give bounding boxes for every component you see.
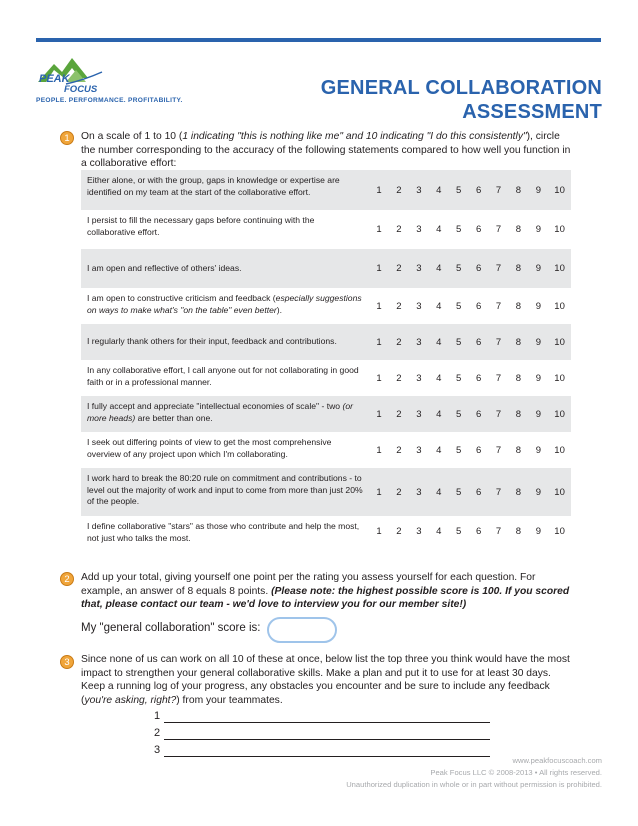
rating-option[interactable]: 1: [376, 408, 382, 420]
section-2-text: Add up your total, giving yourself one point per the rating you assess yourself for each question. For example, an answer of 8 equals 8 points.: [81, 572, 536, 597]
rating-option[interactable]: 4: [436, 263, 442, 274]
statement-text-main: I am open to constructive criticism and feedback (: [87, 293, 276, 303]
rating-option[interactable]: 7: [495, 486, 502, 498]
rating-option[interactable]: 10: [554, 525, 565, 537]
statement-text-main: In any collaborative effort, I call anyone out for not collaborating in good faith or in a professional manner.: [87, 365, 359, 387]
rating-option[interactable]: 7: [495, 408, 502, 420]
logo-word-focus: FOCUS: [64, 84, 98, 95]
rating-option[interactable]: 2: [396, 525, 402, 537]
statement-text-main: I regularly thank others for their input, feedback and contributions.: [87, 336, 337, 347]
rating-option[interactable]: 10: [554, 408, 565, 420]
action-line-2[interactable]: [154, 727, 494, 741]
rating-scale: [375, 324, 565, 360]
rating-scale: [375, 170, 565, 210]
rating-option[interactable]: 4: [436, 184, 442, 196]
top-rule: [36, 38, 601, 42]
rating-option[interactable]: 1: [376, 300, 382, 312]
statement-text: [87, 473, 365, 508]
score-label: My "general collaboration" score is:: [81, 622, 261, 634]
rating-scale: [375, 396, 565, 432]
rating-option[interactable]: 9: [535, 336, 542, 348]
rating-option[interactable]: 6: [475, 300, 482, 312]
rating-scale: [375, 249, 565, 288]
rating-option[interactable]: 3: [416, 525, 422, 537]
rating-option[interactable]: 5: [456, 336, 462, 348]
rating-row: [81, 468, 571, 516]
rating-option[interactable]: 7: [495, 263, 502, 274]
rating-option[interactable]: 6: [475, 408, 482, 420]
rating-option[interactable]: 2: [396, 300, 402, 312]
section-2-instructions: [81, 571, 571, 612]
rating-option[interactable]: 1: [376, 184, 382, 196]
rating-option[interactable]: 5: [456, 486, 462, 498]
footer: [282, 755, 602, 791]
rating-scale: [375, 516, 565, 546]
rating-option[interactable]: 7: [495, 444, 502, 456]
statement-text: [87, 365, 365, 388]
section-2-number-badge: 2: [60, 572, 74, 586]
rating-option[interactable]: 3: [416, 408, 422, 420]
statement-text-main: I define collaborative "stars" as those who contribute and help the most, not just who talks the most.: [87, 521, 360, 543]
rating-option[interactable]: 9: [535, 408, 542, 420]
section-3-text-b: ) from your teammates.: [176, 694, 283, 706]
statement-text-after: ).: [276, 304, 283, 315]
document-title-line-2: ASSESSMENT: [462, 101, 602, 123]
rating-option[interactable]: 1: [376, 224, 382, 235]
rating-row: [81, 396, 571, 432]
section-1-intro-a: On a scale of 1 to 10 (: [81, 131, 183, 142]
rating-option[interactable]: 5: [456, 224, 462, 235]
rating-row: [81, 432, 571, 468]
rating-option[interactable]: 3: [416, 184, 422, 196]
rating-option[interactable]: 2: [396, 408, 402, 420]
section-1-intro-italic: 1 indicating "this is nothing like me" and 10 indicating "I do this consistently": [182, 131, 527, 142]
section-3-number-badge: 3: [60, 655, 74, 669]
footer-notice: Unauthorized duplication in whole or in part without permission is prohibited.: [346, 780, 602, 789]
rating-option[interactable]: 8: [515, 224, 522, 235]
rating-row: [81, 516, 571, 546]
action-line-number: 2: [154, 727, 161, 739]
score-input-box[interactable]: [267, 617, 337, 643]
rating-row: [81, 288, 571, 324]
rating-option[interactable]: 8: [515, 263, 522, 274]
statement-text: [87, 249, 365, 288]
section-1-number-badge: 1: [60, 131, 74, 145]
statement-text-italic: especially suggestions on ways to make what's "on the table" even better: [87, 293, 362, 315]
rating-option[interactable]: 9: [535, 224, 542, 235]
rating-option[interactable]: 10: [554, 444, 565, 456]
section-3-text-italic: you're asking, right?: [84, 694, 177, 706]
rating-option[interactable]: 4: [436, 336, 442, 348]
rating-option[interactable]: 7: [495, 336, 502, 348]
rating-option[interactable]: 1: [376, 336, 382, 348]
rating-statements-list: [81, 170, 571, 546]
rating-row: [81, 210, 571, 249]
rating-option[interactable]: 1: [376, 372, 382, 384]
statement-text: [87, 215, 365, 238]
rating-option[interactable]: 5: [456, 263, 462, 274]
rating-scale: [375, 360, 565, 396]
statement-text-main: I work hard to break the 80:20 rule on commitment and contributions - to level out the majority of work and input to come from more than just 20% of the people.: [87, 473, 363, 506]
rating-row: [81, 360, 571, 396]
action-line-number: 3: [154, 744, 161, 756]
rating-option[interactable]: 3: [416, 300, 422, 312]
rating-option[interactable]: 9: [535, 525, 542, 537]
statement-text-main: I persist to fill the necessary gaps before continuing with the collaborative effort.: [87, 215, 315, 237]
rating-row: [81, 170, 571, 210]
footer-copyright: Peak Focus LLC © 2008-2013 • All rights reserved.: [430, 768, 602, 777]
rating-option[interactable]: 3: [416, 444, 422, 456]
section-3-text-a: Since none of us can work on all 10 of these at once, below list the top three you think would have the most impact to strengthen your general collaborative skills. Make a plan and put it to use for at least 30 days. Keep a running log of your progress, any obstacles you encounter and be sure to include any feedback (: [81, 654, 570, 706]
rating-option[interactable]: 9: [535, 184, 542, 196]
rating-option[interactable]: 2: [396, 444, 402, 456]
rating-scale: [375, 468, 565, 516]
rating-option[interactable]: 3: [416, 486, 422, 498]
rating-scale: [375, 432, 565, 468]
rating-option[interactable]: 5: [456, 300, 462, 312]
rating-option[interactable]: 6: [475, 372, 482, 384]
rating-option[interactable]: 5: [456, 525, 462, 537]
rating-option[interactable]: 5: [456, 444, 462, 456]
rating-option[interactable]: 4: [436, 372, 442, 384]
rating-option[interactable]: 3: [416, 336, 422, 348]
rating-option[interactable]: 9: [535, 486, 542, 498]
rating-option[interactable]: 10: [554, 486, 565, 498]
rating-option[interactable]: 8: [515, 184, 522, 196]
statement-text: [87, 293, 365, 316]
statement-text: [87, 175, 365, 198]
statement-text: [87, 437, 365, 460]
section-1-intro-b: ), circle the number corresponding to the accuracy of the following statements compared to how well you function in a collaborative effort:: [81, 131, 571, 170]
rating-option[interactable]: 4: [436, 224, 442, 235]
rating-option[interactable]: 7: [495, 300, 502, 312]
rating-option[interactable]: 10: [554, 336, 565, 348]
statement-text: [87, 324, 365, 360]
rating-option[interactable]: 10: [554, 372, 565, 384]
rating-option[interactable]: 2: [396, 184, 402, 196]
rating-option[interactable]: 7: [495, 184, 502, 196]
rating-option[interactable]: 1: [376, 444, 382, 456]
rating-row: [81, 324, 571, 360]
statement-text: [87, 401, 365, 424]
rating-option[interactable]: 5: [456, 408, 462, 420]
logo-word-peak: PEAK: [39, 73, 70, 85]
rating-option[interactable]: 3: [416, 263, 422, 274]
section-3-instructions: [81, 653, 571, 707]
rating-option[interactable]: 3: [416, 224, 422, 235]
rating-option[interactable]: 4: [436, 408, 442, 420]
rating-option[interactable]: 6: [475, 263, 482, 274]
section-2-note: (Please note: the highest possible score is 100. If you scored that, please contact our team - we'd love to interview you for our member site!): [81, 585, 570, 611]
rating-option[interactable]: 6: [475, 224, 482, 235]
mountain-logo-icon: [36, 52, 116, 96]
rating-option[interactable]: 5: [456, 184, 462, 196]
document-title: [272, 76, 602, 124]
footer-website[interactable]: www.peakfocuscoach.com: [512, 756, 602, 765]
rating-option[interactable]: 8: [515, 336, 522, 348]
rating-option[interactable]: 2: [396, 263, 402, 274]
rating-option[interactable]: 10: [554, 300, 565, 312]
rating-option[interactable]: 8: [515, 444, 522, 456]
rating-option[interactable]: 8: [515, 300, 522, 312]
rating-option[interactable]: 2: [396, 486, 402, 498]
rating-option[interactable]: 9: [535, 444, 542, 456]
statement-text-italic: (or more heads): [87, 401, 353, 423]
rating-option[interactable]: 8: [515, 408, 522, 420]
rating-option[interactable]: 9: [535, 300, 542, 312]
statement-text-main: Either alone, or with the group, gaps in knowledge or expertise are identified on my team at the start of the collaborative effort.: [87, 175, 340, 197]
rating-option[interactable]: 7: [495, 224, 502, 235]
rating-option[interactable]: 10: [554, 224, 565, 235]
rating-option[interactable]: 5: [456, 372, 462, 384]
statement-text-main: I am open and reflective of others' ideas.: [87, 262, 242, 273]
rating-scale: [375, 288, 565, 324]
rating-option[interactable]: 9: [535, 372, 542, 384]
statement-text: [87, 521, 365, 544]
rating-option[interactable]: 10: [554, 184, 565, 196]
rating-option[interactable]: 2: [396, 336, 402, 348]
rating-option[interactable]: 7: [495, 372, 502, 384]
rating-row: [81, 249, 571, 288]
statement-text-after: are better than one.: [135, 412, 213, 423]
rating-option[interactable]: 2: [396, 224, 402, 235]
peak-focus-logo: [36, 52, 183, 110]
rating-option[interactable]: 8: [515, 486, 522, 498]
rating-option[interactable]: 6: [475, 184, 482, 196]
rating-option[interactable]: 2: [396, 372, 402, 384]
statement-text-main: I seek out differing points of view to get the most comprehensive overview of any project upon which I'm collaborating.: [87, 437, 332, 459]
section-1-instructions: [81, 130, 571, 171]
rating-option[interactable]: 7: [495, 525, 502, 537]
document-title-line-1: GENERAL COLLABORATION: [320, 77, 602, 99]
rating-option[interactable]: 4: [436, 525, 442, 537]
rating-option[interactable]: 8: [515, 525, 522, 537]
rating-option[interactable]: 3: [416, 372, 422, 384]
rating-option[interactable]: 6: [475, 486, 482, 498]
statement-text-main: I fully accept and appreciate "intellectual economies of scale" - two: [87, 401, 343, 411]
rating-option[interactable]: 1: [376, 263, 382, 274]
action-line-number: 1: [154, 710, 161, 722]
rating-option[interactable]: 6: [475, 525, 482, 537]
rating-option[interactable]: 1: [376, 486, 382, 498]
rating-option[interactable]: 10: [554, 263, 565, 274]
rating-option[interactable]: 4: [436, 300, 442, 312]
rating-option[interactable]: 8: [515, 372, 522, 384]
rating-option[interactable]: 4: [436, 444, 442, 456]
logo-tagline: PEOPLE. PERFORMANCE. PROFITABILITY.: [36, 97, 183, 104]
rating-scale: [375, 210, 565, 249]
rating-option[interactable]: 6: [475, 336, 482, 348]
rating-option[interactable]: 1: [376, 525, 382, 537]
action-line-1[interactable]: [154, 710, 494, 724]
rating-option[interactable]: 6: [475, 444, 482, 456]
rating-option[interactable]: 9: [535, 263, 542, 274]
rating-option[interactable]: 4: [436, 486, 442, 498]
